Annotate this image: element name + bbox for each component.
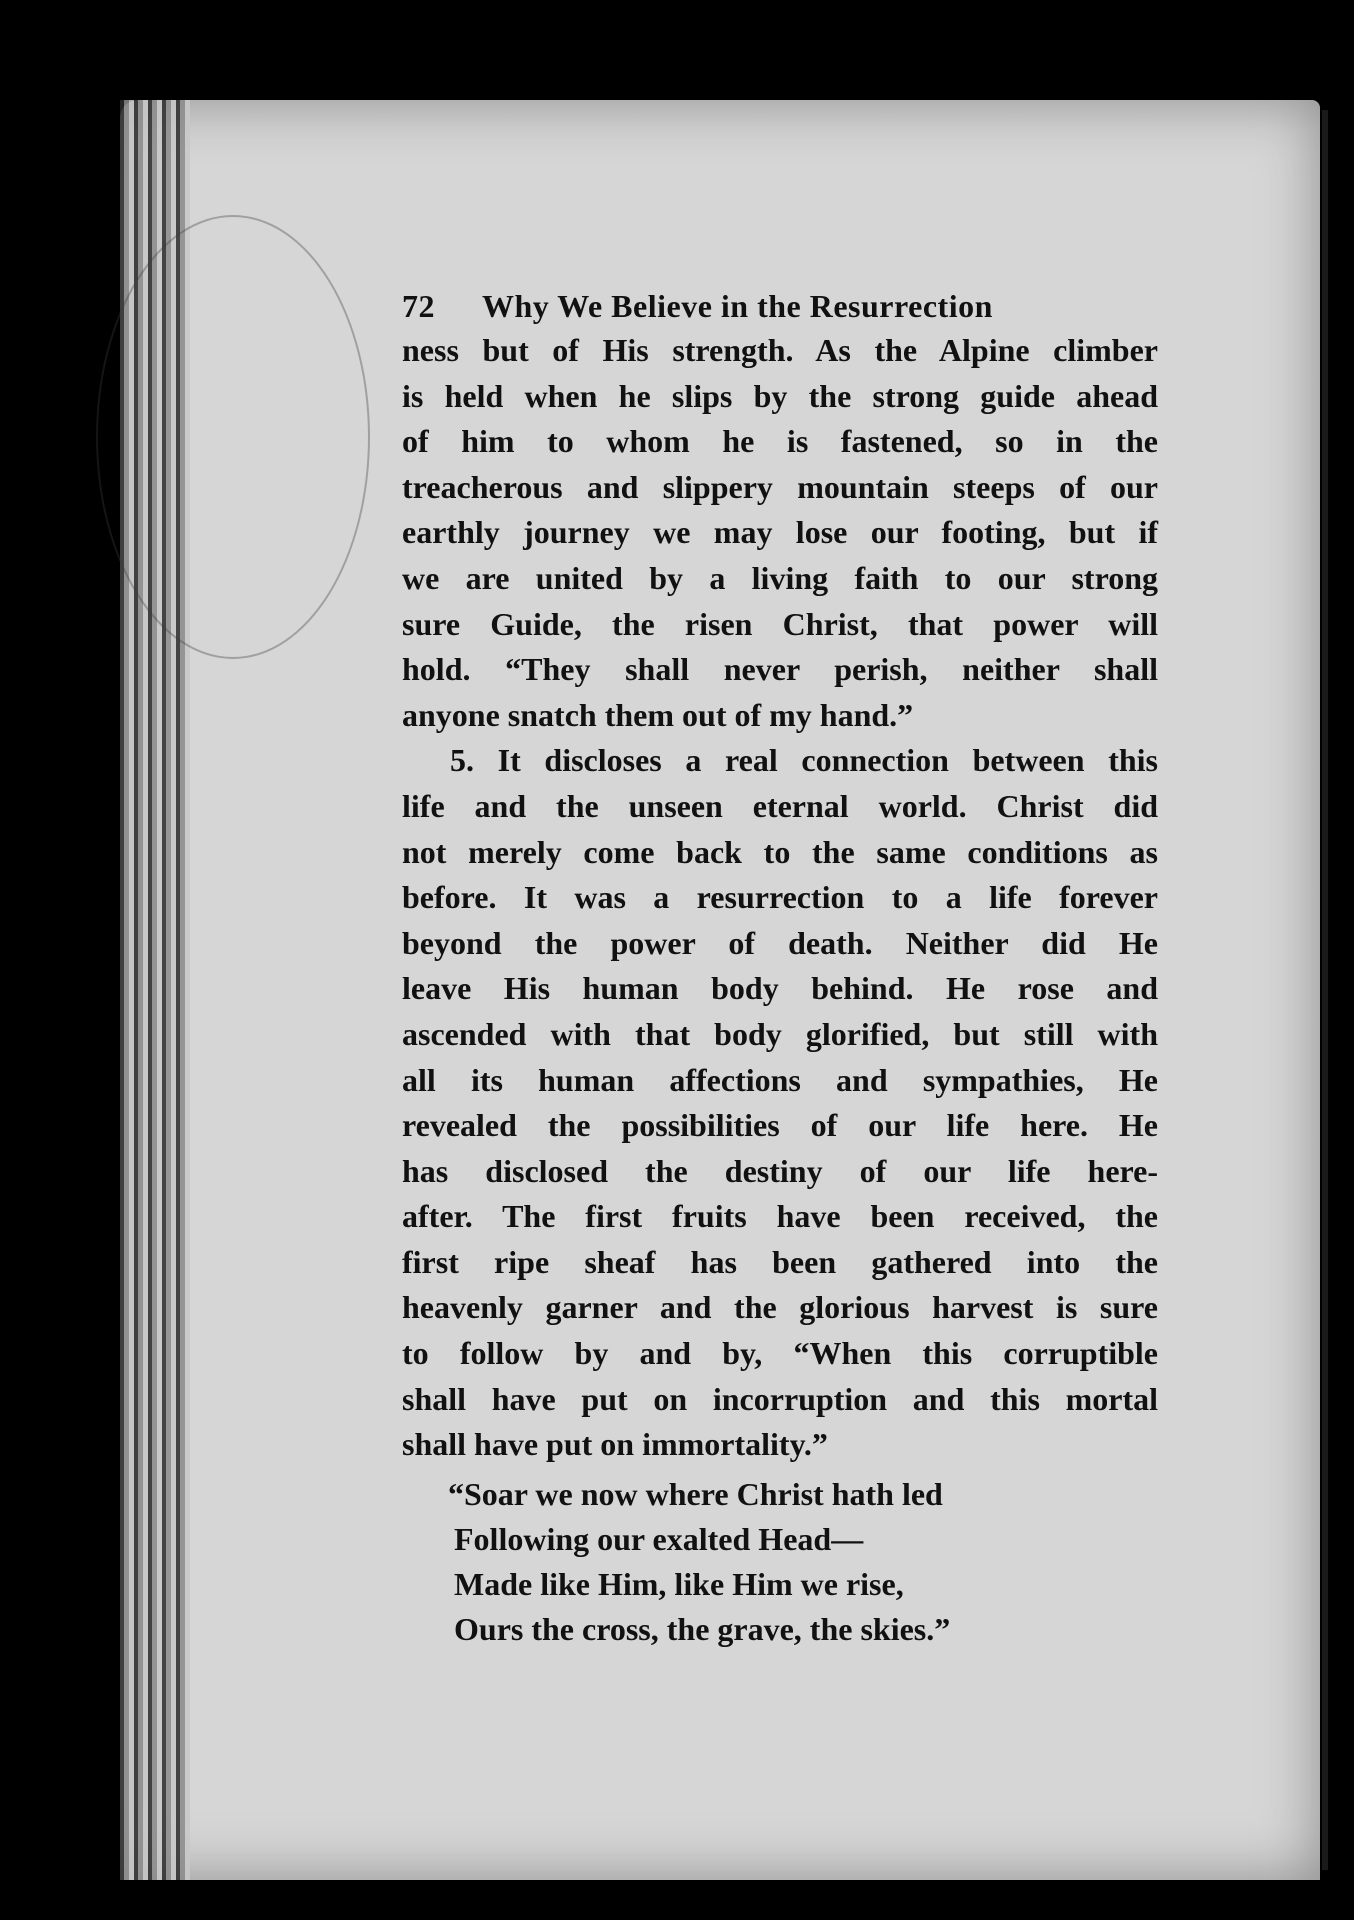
text-line: of him to whom he is fastened, so in the — [402, 423, 1158, 460]
text-line: shall have put on immortality.” — [402, 1426, 828, 1463]
right-page-edge-line — [1322, 110, 1328, 1870]
poem-line: Made like Him, like Him we rise, — [454, 1565, 904, 1602]
bleed-through-circle — [96, 215, 370, 659]
text-line: ascended with that body glorified, but still with — [402, 1015, 1158, 1052]
text-line: ness but of His strength. As the Alpine climber — [402, 332, 1158, 368]
text-line: first ripe sheaf has been gathered into the — [402, 1243, 1158, 1280]
text-line: beyond the power of death. Neither did He — [402, 924, 1158, 961]
text-line: sure Guide, the risen Christ, that power will — [402, 605, 1158, 642]
text-line: heavenly garner and the glorious harvest is sure — [402, 1289, 1158, 1326]
text-line: shall have put on incorruption and this mortal — [402, 1380, 1158, 1417]
text-line: not merely come back to the same conditions as — [402, 833, 1158, 870]
page-number: 72 — [402, 288, 435, 324]
poem-line: “Soar we now where Christ hath led — [448, 1475, 943, 1512]
text-line: leave His human body behind. He rose and — [402, 970, 1158, 1007]
text-line: treacherous and slippery mountain steeps of our — [402, 468, 1158, 505]
text-line: earthly journey we may lose our footing, but if — [402, 514, 1158, 551]
text-line: to follow by and by, “When this corruptible — [402, 1335, 1158, 1372]
text-line: 5. It discloses a real connection between this — [450, 742, 1158, 779]
text-line: after. The first fruits have been received, the — [402, 1198, 1158, 1235]
text-line: is held when he slips by the strong guide ahead — [402, 377, 1158, 414]
text-line: all its human affections and sympathies, He — [402, 1061, 1158, 1098]
poem-line: Following our exalted Head— — [454, 1520, 864, 1557]
text-line: life and the unseen eternal world. Christ did — [402, 787, 1158, 824]
running-head — [402, 284, 1158, 328]
text-line: before. It was a resurrection to a life forever — [402, 879, 1158, 916]
body-paragraphs — [402, 328, 1158, 1468]
text-line: we are united by a living faith to our strong — [402, 559, 1158, 596]
poem-quote — [402, 1472, 1158, 1652]
page-text — [402, 284, 1158, 1652]
text-line: revealed the possibilities of our life here. He — [402, 1107, 1158, 1144]
poem-line: Ours the cross, the grave, the skies.” — [454, 1610, 951, 1647]
running-title: Why We Believe in the Resurrection — [482, 288, 993, 324]
text-line: hold. “They shall never perish, neither shall — [402, 651, 1158, 688]
text-line: anyone snatch them out of my hand.” — [402, 696, 914, 733]
text-line: has disclosed the destiny of our life here- — [402, 1152, 1158, 1189]
